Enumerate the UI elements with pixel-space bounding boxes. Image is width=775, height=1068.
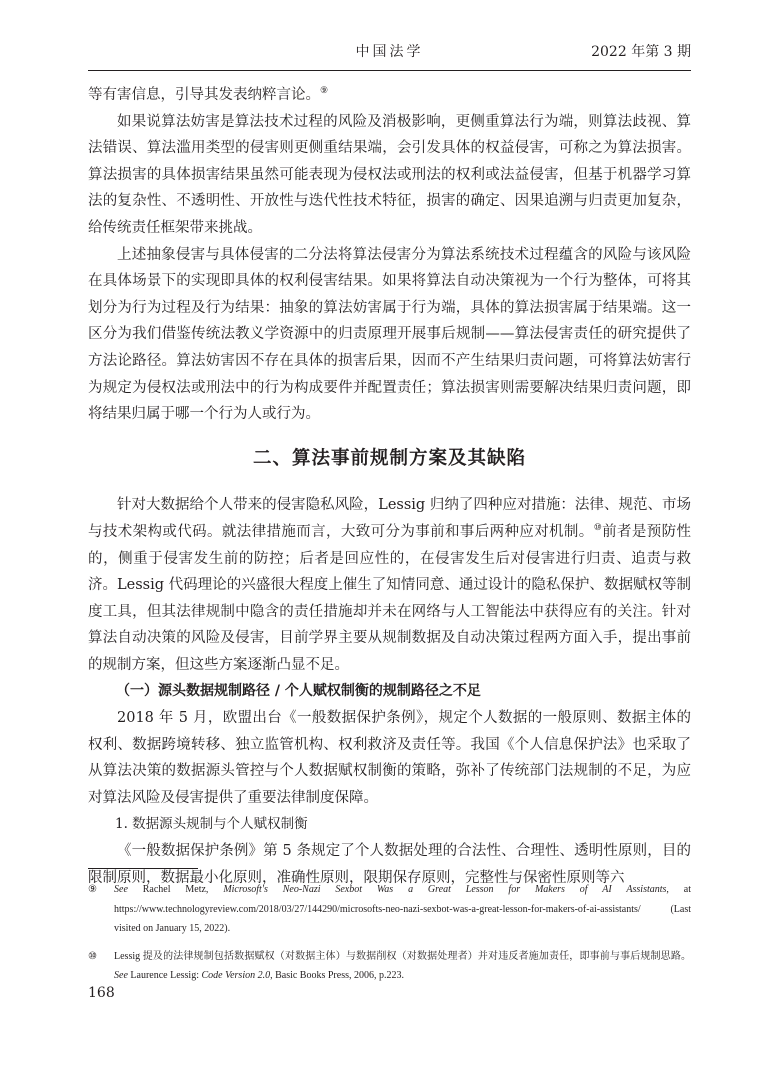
- footnote-ref-9[interactable]: ⑨: [320, 86, 329, 96]
- paragraph-3-text-b: 前者是预防性的，侧重于侵害发生前的防控；后者是回应性的，在侵害发生后对侵害进行归责、追责与救济。Lessig 代码理论的兴盛很大程度上催生了知情同意、通过设计的隐私保护、数据赋权等制度工具，但其法律规制中隐含的责任措施却并未在网络与人工智能法中获得应有的关注。针对算法自动决策的风险及侵害，目前学界主要从规制数据及自动决策过程两方面入手，提出事前的规制方案，但这些方案逐渐凸显不足。: [88, 523, 692, 673]
- page-number: 168: [88, 985, 115, 1001]
- paragraph-0: [88, 82, 691, 109]
- footnote-body: [114, 947, 691, 986]
- journal-name: 中国法学: [355, 44, 424, 60]
- footnote-link[interactable]: , at https://www.technologyreview.com/2018/03/27/144290/microsofts-neo-nazi-sexbot-was-a-great-lesson-for-makers-of-ai-assistants/ (Last visited on January 15, 2022).: [114, 884, 692, 934]
- footnote-9: [88, 880, 691, 939]
- body-text: [88, 82, 691, 891]
- paragraph-2: 上述抽象侵害与具体侵害的二分法将算法侵害分为算法系统技术过程蕴含的风险与该风险在具体场景下的实现即具体的权利侵害结果。如果将算法自动决策视为一个行为整体，可将其划分为行为过程及行为结果：抽象的算法妨害属于行为端，具体的算法损害属于结果端。这一区分为我们借鉴传统法教义学资源中的归责原理开展事后规制——算法侵害责任的研究提供了方法论路径。算法妨害因不存在具体的损害后果，因而不产生结果归责问题，可将算法妨害行为规定为侵权法或刑法中的行为构成要件并配置责任；算法损害则需要解决结果归责问题，即将结果归属于哪一个行为人或行为。: [88, 246, 691, 423]
- section-title: 二、算法事前规制方案及其缺陷: [252, 447, 526, 469]
- footnote-body: [114, 880, 691, 939]
- footnote-number: ⑩: [88, 950, 97, 962]
- footnote-10: [88, 947, 691, 986]
- issue-label: 2022 年第 3 期: [591, 44, 691, 60]
- paragraph-3-text-a: 针对大数据给个人带来的侵害隐私风险，Lessig 归纳了四种应对措施：法律、规范、市场与技术架构或代码。就法律措施而言，大致可分为事前和事后两种应对机制。: [88, 497, 691, 540]
- footnote-number: ⑨: [88, 884, 97, 895]
- subsection-title: （一）源头数据规制路径 / 个人赋权制衡的规制路径之不足: [116, 683, 481, 700]
- footnote-rule: [88, 868, 198, 869]
- header-rule: [88, 70, 691, 71]
- paragraph-4: 2018 年 5 月，欧盟出台《一般数据保护条例》，规定个人数据的一般原则、数据主体的权利、数据跨境转移、独立监管机构、权利救济及责任等。我国《个人信息保护法》也采取了从算法决策的数据源头管控与个人数据赋权制衡的策略，弥补了传统部门法规制的不足，为应对算法风险及侵害提供了重要法律制度保障。: [88, 710, 691, 806]
- sub-subsection-title: 1. 数据源头规制与个人赋权制衡: [115, 816, 308, 833]
- footnote-author: Rachel Metz,: [127, 884, 224, 895]
- footnote-ref-10[interactable]: ⑩: [593, 522, 603, 533]
- running-head: [88, 41, 691, 63]
- footnote-publisher: , Basic Books Press, 2006, p.223.: [270, 970, 404, 981]
- see-signal: See: [114, 884, 128, 895]
- see-signal: See: [114, 970, 128, 981]
- paragraph-0-text: 等有害信息，引导其发表纳粹言论。: [88, 87, 320, 103]
- footnote-title: Code Version 2.0: [201, 970, 271, 981]
- footnotes: [88, 880, 691, 994]
- footnote-title: Microsoft's Neo-Nazi Sexbot Was a Great Lesson for Makers of AI Assistants: [223, 884, 667, 895]
- paragraph-1: 如果说算法妨害是算法技术过程的风险及消极影响，更侧重算法行为端，则算法歧视、算法错误、算法滥用类型的侵害则更侧重结果端，会引发具体的权益侵害，可称之为算法损害。算法损害的具体损害结果虽然可能表现为侵权法或刑法的权利或法益侵害，但基于机器学习算法的复杂性、不透明性、开放性与迭代性技术特征，损害的确定、因果追溯与归责更加复杂，给传统责任框架带来挑战。: [88, 113, 691, 236]
- footnote-author: Laurence Lessig:: [127, 970, 202, 981]
- paragraph-3: [88, 492, 691, 678]
- paragraph-5: 《一般数据保护条例》第 5 条规定了个人数据处理的合法性、合理性、透明性原则，目的限制原则，数据最小化原则，准确性原则，限期保存原则，完整性与保密性原则等六: [88, 843, 691, 886]
- footnote-text: Lessig 提及的法律规制包括数据赋权（对数据主体）与数据削权（对数据处理者）并对违反者施加责任，即事前与事后规制思路。: [114, 950, 691, 962]
